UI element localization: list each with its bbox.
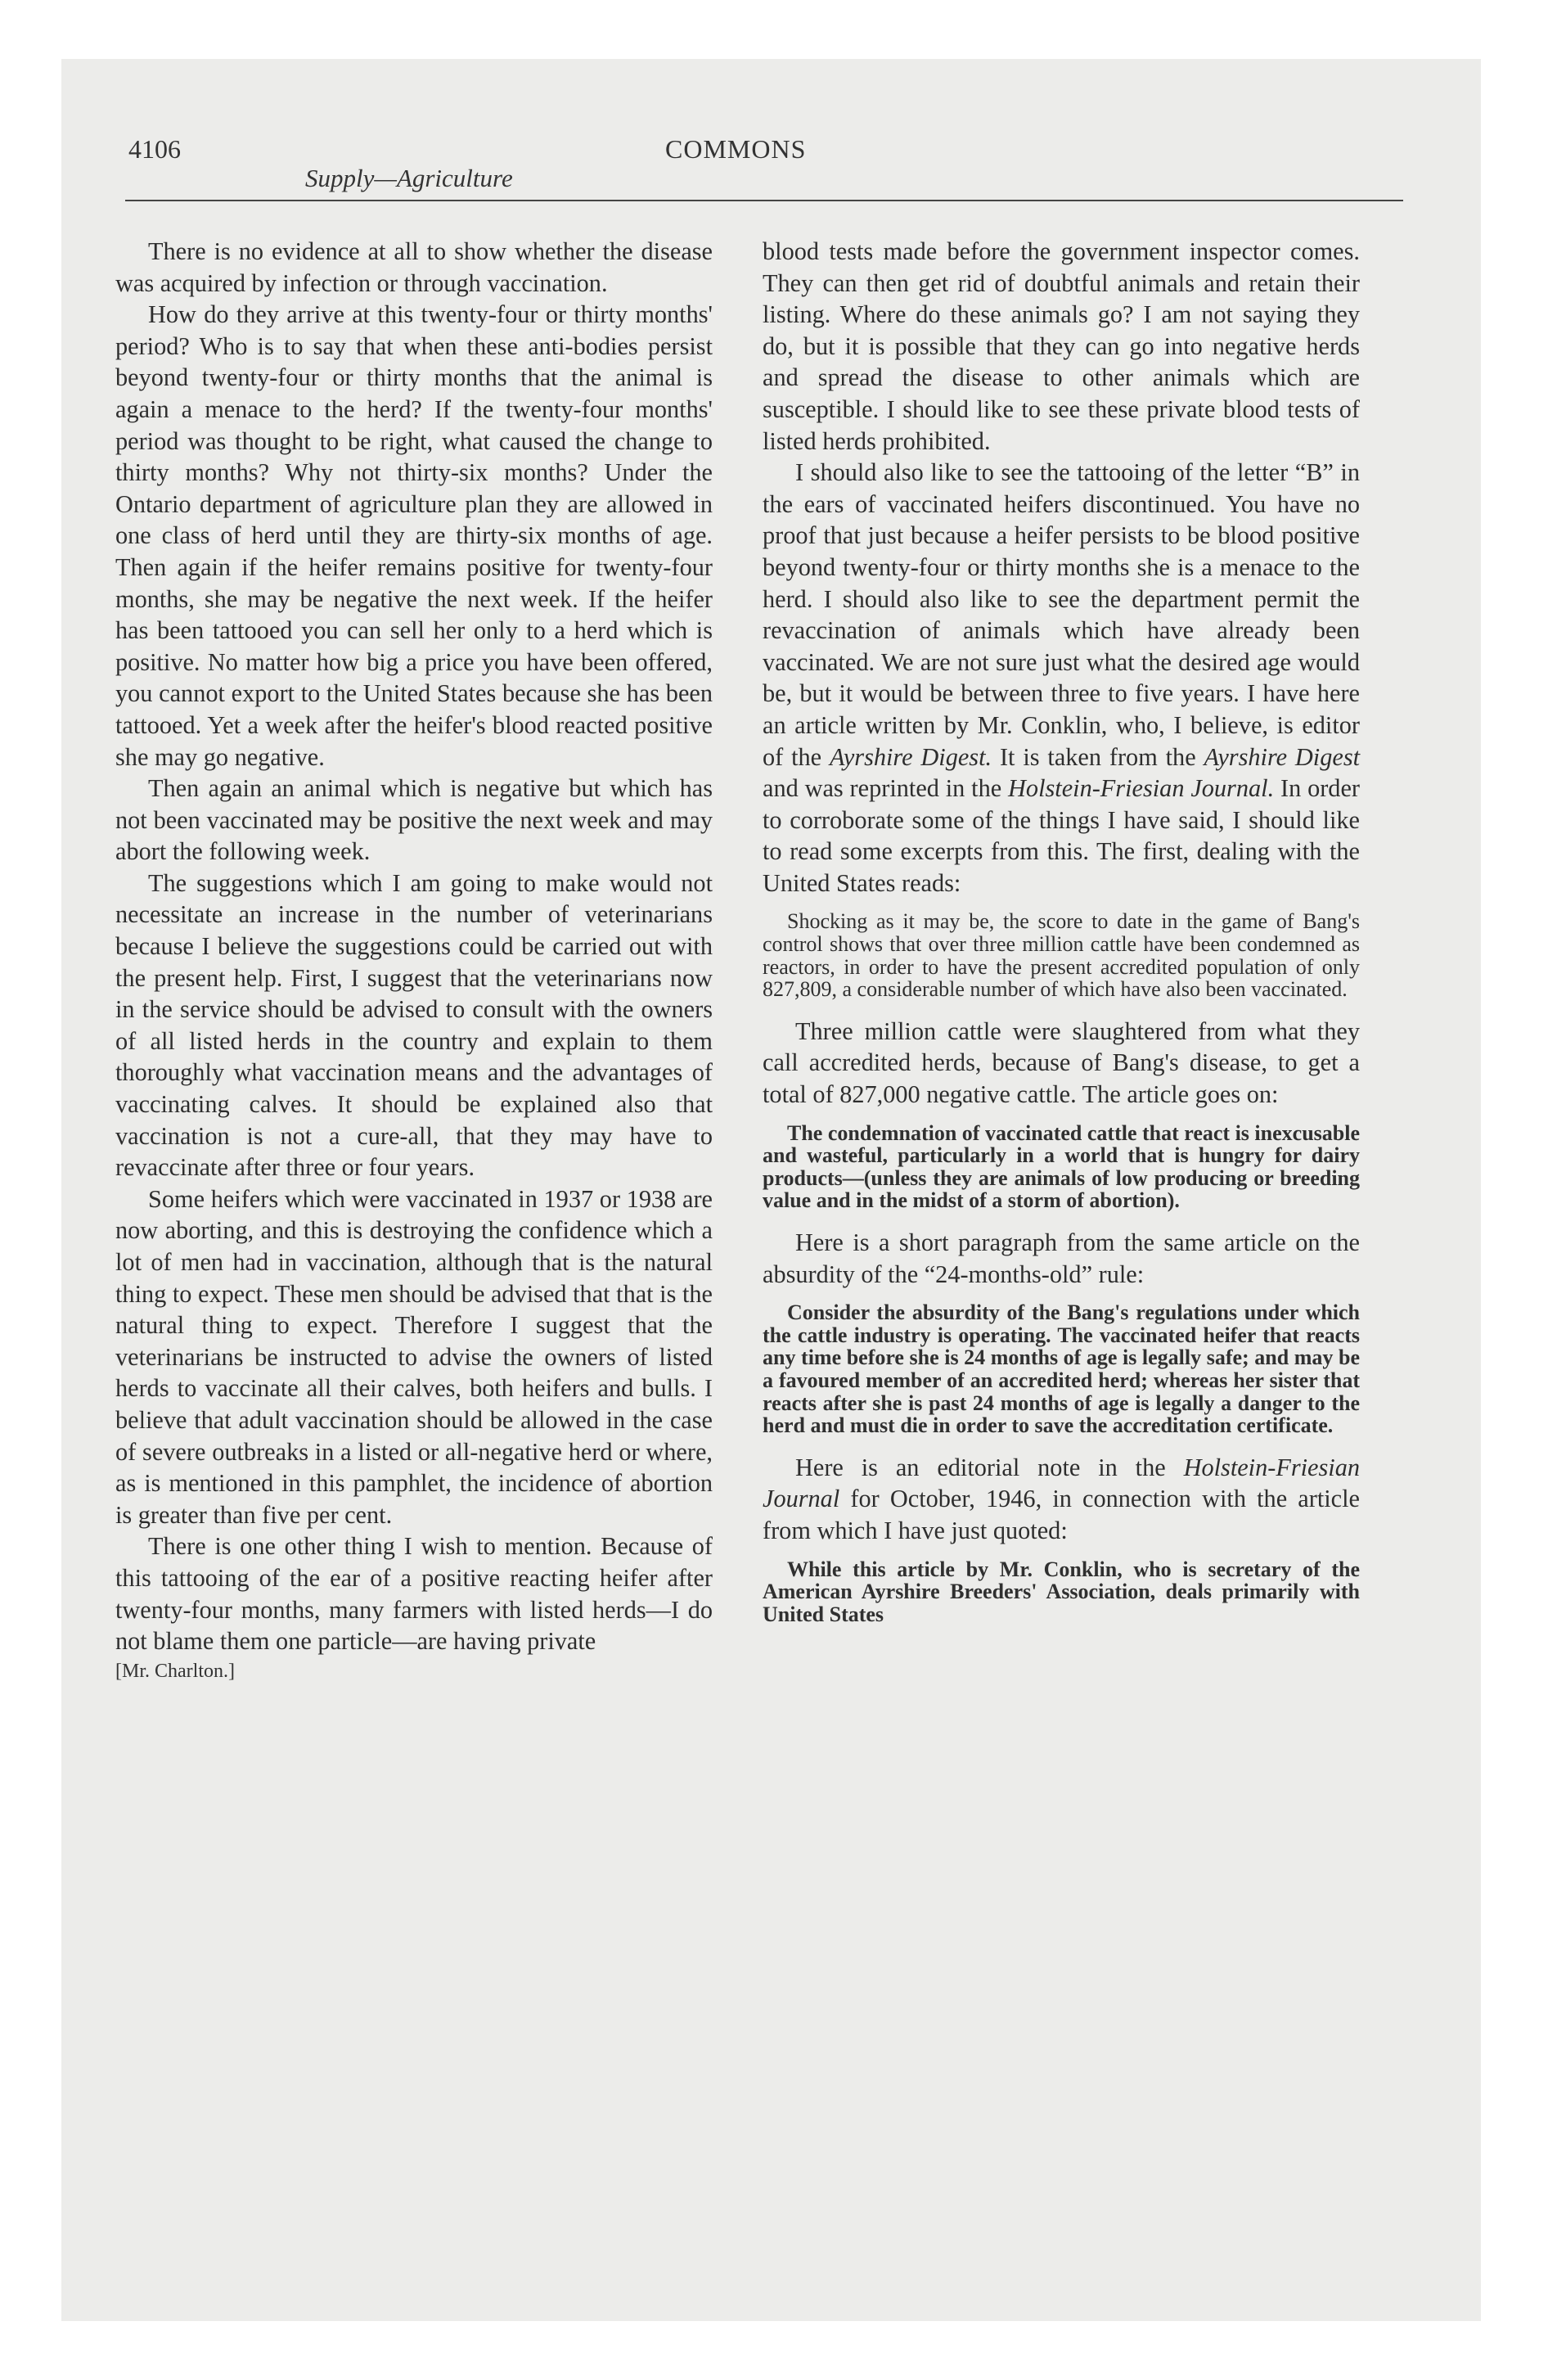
text-run: It is taken from the <box>992 742 1196 771</box>
header-rule <box>125 200 1403 201</box>
document-page <box>61 59 1481 2321</box>
block-quote: Shocking as it may be, the score to date in the game of Bang's control shows that over three million cattle have been condemned as reactors, in order to have the present accredited population of only 827,809, a considerable number of which have also been vaccinated. <box>763 909 1360 1002</box>
text-run: In order to corroborate some of the things I have said, I should like to read some excerpts from this. The first, dealing with the United States reads: <box>763 774 1360 897</box>
speaker-attribution: [Mr. Charlton.] <box>115 1660 235 1682</box>
paragraph <box>763 457 1360 899</box>
paragraph <box>763 1452 1360 1547</box>
text-run: for October, 1946, in connection with the article from which I have just quoted: <box>763 1485 1360 1544</box>
block-quote: While this article by Mr. Conklin, who is secretary of the American Ayrshire Breeders' Association, deals primarily with United States <box>763 1557 1360 1626</box>
page-number: 4106 <box>128 134 181 164</box>
journal-title: COMMONS <box>665 134 807 164</box>
paragraph: How do they arrive at this twenty-four or thirty months' period? Who is to say that when these anti-bodies persist beyond twenty-four or thirty months that the animal is again a menace to the herd? If the twenty-four months' period was thought to be right, what caused the change to thirty months? Why not thirty-six months? Under the Ontario department of agriculture plan they are allowed in one class of herd until they are thirty-six months of age. Then again if the heifer remains positive for twenty-four months, she may be negative the next week. If the heifer has been tattooed you can sell her only to a herd which is positive. No matter how big a price you have been offered, you cannot export to the United States because she has been tattooed. Yet a week after the heifer's blood reacted positive she may go negative. <box>115 300 713 771</box>
block-quote: Consider the absurdity of the Bang's regulations under which the cattle industry is operating. The vaccinated heifer that reacts any time before she is 24 months of age is legally safe; and may be a favoured member of an accredited herd; whereas her sister that reacts after she is past 24 months of age is legally a danger to the herd and must die in order to save the accreditation certificate. <box>763 1300 1360 1438</box>
section-title: Supply—Agriculture <box>305 164 513 192</box>
text-run: and was reprinted in the <box>763 774 1002 803</box>
publication-title: Ayrshire Digest. <box>830 742 992 771</box>
publication-title: Ayrshire Digest <box>1204 742 1361 771</box>
paragraph: Here is a short paragraph from the same article on the absurdity of the “24-months-old” rule: <box>763 1228 1360 1288</box>
paragraph: There is no evidence at all to show whether the disease was acquired by infection or through vaccination. <box>115 237 713 297</box>
paragraph: Then again an animal which is negative but which has not been vaccinated may be positive the next week and may abort the following week. <box>115 774 713 866</box>
paragraph: Three million cattle were slaughtered from what they call accredited herds, because of Bang's disease, to get a total of 827,000 negative cattle. The article goes on: <box>763 1016 1360 1109</box>
paragraph: The suggestions which I am going to make would not necessitate an increase in the number of veterinarians because I believe the suggestions could be carried out with the present help. First, I suggest that the veterinarians now in the service should be advised to consult with the owners of all listed herds in the country and explain to them thoroughly what vaccination means and the advantages of vaccinating calves. It should be explained also that vaccination is not a cure-all, that they may have to revaccinate after three or four years. <box>115 868 713 1182</box>
paragraph: There is one other thing I wish to mention. Because of this tattooing of the ear of a positive reacting heifer after twenty-four months, many farmers with listed herds—I do not blame them one particle—are having private <box>115 1532 713 1656</box>
right-column <box>763 236 1360 1640</box>
left-column <box>115 236 713 1684</box>
block-quote: The condemnation of vaccinated cattle that react is inexcusable and wasteful, particularly in a world that is hungry for dairy products—(unless they are animals of low producing or breeding value and in the midst of a storm of abortion). <box>763 1120 1360 1213</box>
publication-title: Holstein-Friesian Journal <box>763 1453 1360 1513</box>
paragraph: Some heifers which were vaccinated in 1937 or 1938 are now aborting, and this is destroying the confidence which a lot of men had in vaccination, although that is the natural thing to expect. These men should be advised that that is the natural thing to expect. Therefore I suggest that the veterinarians be instructed to advise the owners of listed herds to vaccinate all their calves, both heifers and bulls. I believe that adult vaccination should be allowed in the case of severe outbreaks in a listed or all-negative herd or where, as is mentioned in this pamphlet, the incidence of abortion is greater than five per cent. <box>115 1184 713 1529</box>
publication-title: Holstein-Friesian Journal. <box>1008 774 1275 803</box>
text-run: I should also like to see the tattooing of the letter “B” in the ears of vaccinated heifers discontinued. You have no proof that just because a heifer persists to be blood positive beyond twenty-four or thirty months she is a menace to the herd. I should also like to see the department permit the revaccination of animals which have already been vaccinated. We are not sure just what the desired age would be, but it would be between three to five years. I have here an article written by Mr. Conklin, who, I believe, is editor of the <box>763 458 1360 771</box>
paragraph: blood tests made before the government inspector comes. They can then get rid of doubtful animals and retain their listing. Where do these animals go? I am not saying they do, but it is possible that they can go into negative herds and spread the disease to other animals which are susceptible. I should like to see these private blood tests of listed herds prohibited. <box>763 237 1360 455</box>
text-run: Here is an editorial note in the <box>795 1453 1184 1481</box>
